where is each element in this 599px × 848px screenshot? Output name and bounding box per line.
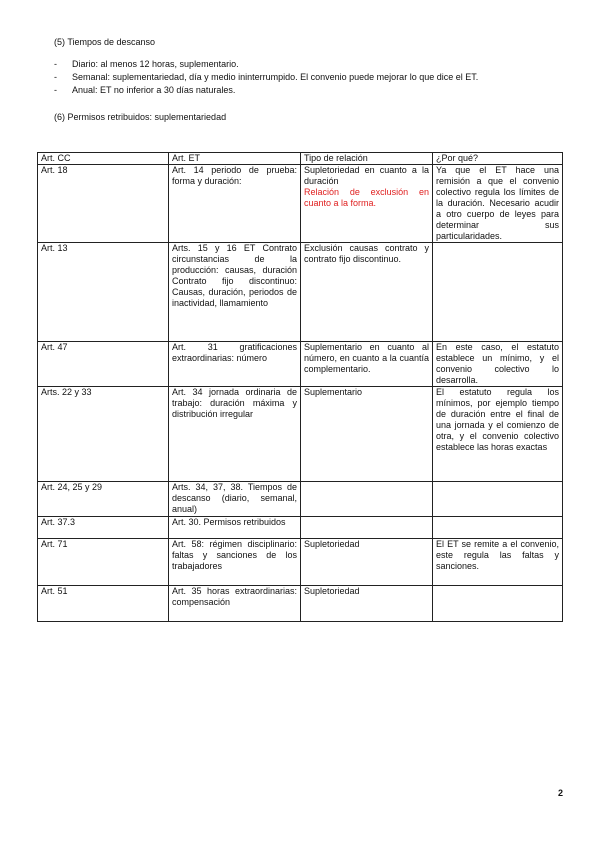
cell-tipo-relacion: Supletoriedad [301, 586, 433, 622]
list-item [54, 85, 478, 98]
cell-art-cc: Art. 18 [38, 165, 169, 243]
section-6-heading: (6) Permisos retribuidos: suplementariedad [54, 112, 227, 122]
table-row [38, 387, 563, 482]
list-item [54, 72, 478, 85]
cell-art-cc: Arts. 22 y 33 [38, 387, 169, 482]
list-item [54, 59, 478, 72]
cell-tipo-relacion: Supletoriedad [301, 539, 433, 586]
page-number: 2 [557, 788, 563, 798]
table-row [38, 539, 563, 586]
list-item-text: Semanal: suplementariedad, día y medio ininterrumpido. El convenio puede mejorar lo que dice el ET. [72, 72, 479, 82]
cell-art-cc: Art. 51 [38, 586, 169, 622]
cell-por-que: Ya que el ET hace una remisión a que el convenio colectivo regula los límites de la duración. Necesario acudir a otro cuerpo de leyes para determinar sus particularidades. [433, 165, 563, 243]
table-header-row [38, 153, 563, 165]
table-row [38, 342, 563, 387]
bullet-dash: - [54, 85, 57, 95]
cell-art-cc: Art. 47 [38, 342, 169, 387]
cell-art-et: Art. 58: régimen disciplinario: faltas y sanciones de los trabajadores [169, 539, 301, 586]
cell-tipo-relacion [301, 165, 433, 243]
table-row [38, 243, 563, 342]
cell-por-que [433, 517, 563, 539]
header-tipo-relacion: Tipo de relación [301, 153, 433, 165]
cell-art-et: Art. 14 periodo de prueba: forma y duración: [169, 165, 301, 243]
cell-tipo-relacion: Suplementario en cuanto al número, en cuanto a la cuantía complementario. [301, 342, 433, 387]
header-por-que: ¿Por qué? [433, 153, 563, 165]
cell-art-et: Art. 31 gratificaciones extraordinarias: número [169, 342, 301, 387]
cell-art-et: Art. 34 jornada ordinaria de trabajo: duración máxima y distribución irregular [169, 387, 301, 482]
cell-art-et: Art. 35 horas extraordinarias: compensación [169, 586, 301, 622]
table-row [38, 165, 563, 243]
cell-tipo-relacion: Suplementario [301, 387, 433, 482]
cell-por-que: En este caso, el estatuto establece un mínimo, y el convenio colectivo lo desarrolla. [433, 342, 563, 387]
cell-art-et: Arts. 34, 37, 38. Tiempos de descanso (diario, semanal, anual) [169, 482, 301, 517]
cell-art-cc: Art. 13 [38, 243, 169, 342]
bullet-dash: - [54, 72, 57, 82]
list-item-text: Diario: al menos 12 horas, suplementario. [72, 59, 239, 69]
cell-por-que [433, 586, 563, 622]
table-row [38, 586, 563, 622]
cell-tipo-relacion [301, 482, 433, 517]
cell-por-que [433, 243, 563, 342]
cell-art-cc: Art. 24, 25 y 29 [38, 482, 169, 517]
cell-art-et: Art. 30. Permisos retribuidos [169, 517, 301, 539]
cell-por-que: El ET se remite a el convenio, este regula las faltas y sanciones. [433, 539, 563, 586]
list-item-text: Anual: ET no inferior a 30 días naturales. [72, 85, 236, 95]
cell-por-que: El estatuto regula los mínimos, por ejemplo tiempo de duración entre el final de una jornada y el comienzo de otra, y el convenio colectivo establece las horas exactas [433, 387, 563, 482]
table-row [38, 482, 563, 517]
bullet-dash: - [54, 59, 57, 69]
section-5-heading: (5) Tiempos de descanso [54, 37, 156, 47]
cell-art-cc: Art. 71 [38, 539, 169, 586]
cell-tipo-relacion [301, 517, 433, 539]
cell-art-cc: Art. 37.3 [38, 517, 169, 539]
cell-art-et: Arts. 15 y 16 ET Contrato circunstancias de la producción: causas, duración Contrato fijo discontinuo: Causas, duración, periodos de inactividad, llamamiento [169, 243, 301, 342]
cell-por-que [433, 482, 563, 517]
cell-tipo-relacion: Exclusión causas contrato y contrato fijo discontinuo. [301, 243, 433, 342]
rest-times-list [54, 59, 478, 98]
header-art-et: Art. ET [169, 153, 301, 165]
table-row [38, 517, 563, 539]
cell-text: Supletoriedad en cuanto a la duración [304, 165, 429, 186]
highlighted-note: Relación de exclusión en cuanto a la forma. [304, 187, 429, 208]
relations-table [37, 152, 563, 622]
header-art-cc: Art. CC [38, 153, 169, 165]
